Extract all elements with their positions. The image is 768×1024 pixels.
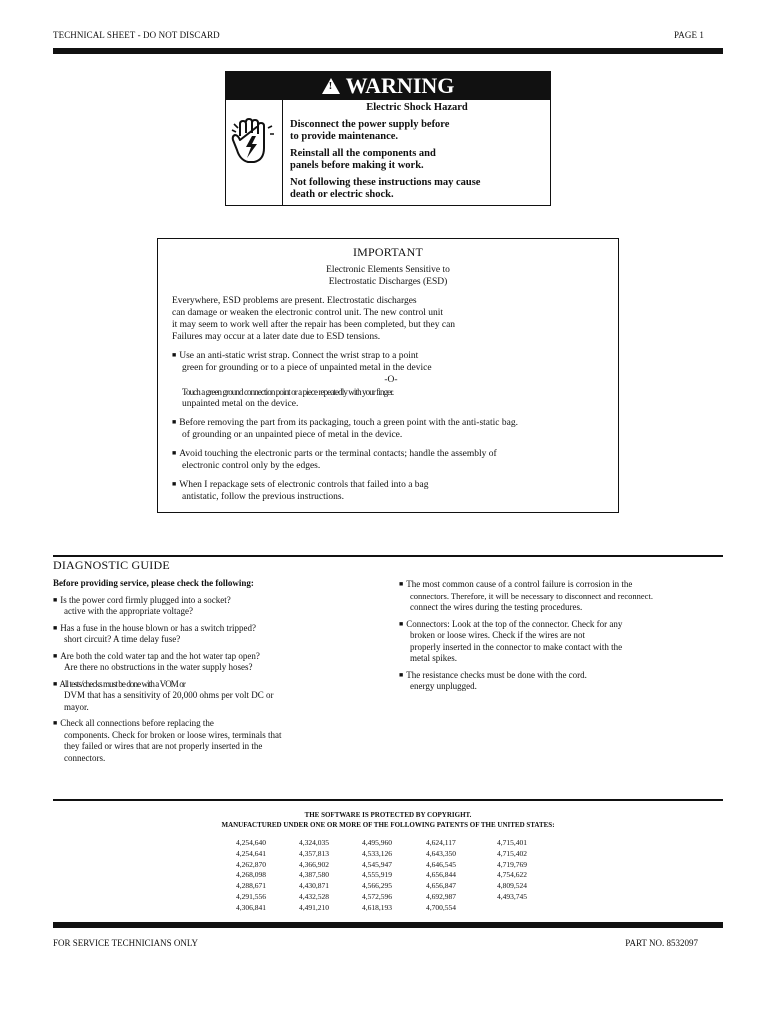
patent-column-4: 4,624,117 4,643,350 4,646,545 4,656,844 4,656,847 4,692,987 4,700,554 — [426, 838, 456, 912]
warning-triangle-icon: ! — [322, 78, 340, 94]
warning-title: WARNING — [345, 73, 455, 98]
electric-shock-hand-icon — [226, 100, 283, 205]
copyright-notice: THE SOFTWARE IS PROTECTED BY COPYRIGHT. MANUFACTURED UNDER ONE OR MORE OF THE FOLLOWING PATENTS OF THE UNITED STATES: — [221, 811, 555, 829]
diagnostic-check-item: ■ Is the power cord firmly plugged into a socket? active with the appropriate voltage? — [53, 595, 353, 618]
patent-column-1: 4,254,640 4,254,641 4,262,870 4,268,098 4,288,671 4,291,556 4,306,841 — [236, 838, 266, 912]
diagnostic-check-item: ■ All tests/checks must be done with a VOM or DVM that has a sensitivity of 20,000 ohms per volt DC or mayor. — [53, 679, 353, 714]
diagnostic-check-item: ■ The resistance checks must be done with the cord. energy unplugged. — [399, 670, 719, 693]
warning-subtitle: Electric Shock Hazard — [366, 102, 468, 113]
warning-line: Disconnect the power supply before to provide maintenance. — [290, 119, 450, 142]
warning-box — [225, 71, 551, 206]
patent-column-5: 4,715,401 4,715,402 4,719,769 4,754,622 4,809,524 4,493,745 — [497, 838, 527, 901]
important-bullet-1: ■ Use an anti-static wrist strap. Connect the wrist strap to a point green for grounding or to a piece of unpainted metal in the device -O- Touch a green ground connection point or a piece repeatedly with your finger. unpainted metal on the device. — [172, 349, 610, 410]
important-subtitle: Electronic Elements Sensitive to Electrostatic Discharges (ESD) — [326, 265, 450, 287]
diagnostic-left-column — [53, 578, 353, 764]
important-bullet-3: ■ Avoid touching the electronic parts or the terminal contacts; handle the assembly of electronic control only by the edges. — [172, 447, 610, 472]
important-box — [157, 238, 619, 513]
important-intro: Everywhere, ESD problems are present. Electrostatic discharges can damage or weaken the electronic control unit. The new control unit it may seem to work well after the repair has been completed, but they can Failures may occur at a later date due to ESD tensions. — [172, 296, 456, 342]
footer-left: FOR SERVICE TECHNICIANS ONLY — [53, 938, 198, 948]
diagnostic-right-column — [399, 574, 719, 693]
diagnostic-rule — [53, 555, 723, 557]
diagnostic-check-item: ■ Has a fuse in the house blown or has a switch tripped? short circuit? A time delay fuse? — [53, 623, 353, 646]
part-number: PART NO. 8532097 — [625, 938, 698, 948]
warning-line: Reinstall all the components and panels before making it work. — [290, 148, 436, 171]
warning-header — [226, 72, 550, 100]
patent-column-3: 4,495,960 4,533,126 4,545,947 4,555,919 4,566,295 4,572,596 4,618,193 — [362, 838, 392, 912]
diagnostic-title: DIAGNOSTIC GUIDE — [53, 558, 170, 572]
important-bullet-2: ■ Before removing the part from its packaging, touch a green point with the anti-static bag. of grounding or an unpainted piece of metal in the device. — [172, 416, 610, 441]
footer-rule — [53, 922, 723, 928]
important-title: IMPORTANT — [352, 245, 424, 259]
diagnostic-check-item: ■ Are both the cold water tap and the hot water tap open? Are there no obstructions in the water supply hoses? — [53, 651, 353, 674]
important-bullet-4: ■ When I repackage sets of electronic controls that failed into a bag antistatic, follow the previous instructions. — [172, 478, 610, 503]
diagnostic-check-item: ■ Check all connections before replacing the components. Check for broken or loose wires, terminals that they failed or wires that are not properly inserted in the connectors. — [53, 718, 353, 764]
page-number: PAGE 1 — [673, 30, 704, 40]
header-title: TECHNICAL SHEET - DO NOT DISCARD — [53, 30, 220, 40]
warning-line: Not following these instructions may cause death or electric shock. — [290, 177, 481, 200]
patent-column-2: 4,324,035 4,357,813 4,366,902 4,387,580 4,430,871 4,432,528 4,491,210 — [299, 838, 329, 912]
diagnostic-check-item: ■ Connectors: Look at the top of the connector. Check for any broken or loose wires. Check if the wires are not properly inserted in the connector to make contact with the metal spikes. — [399, 619, 719, 665]
diagnostic-check-item: ■ The most common cause of a control failure is corrosion in the connectors. Therefore, it will be necessary to disconnect and reconnect. connect the wires during the testing procedures. — [399, 579, 719, 614]
diagnostic-lead: Before providing service, please check the following: — [53, 578, 254, 588]
copyright-rule — [53, 799, 723, 801]
header-rule — [53, 48, 723, 54]
